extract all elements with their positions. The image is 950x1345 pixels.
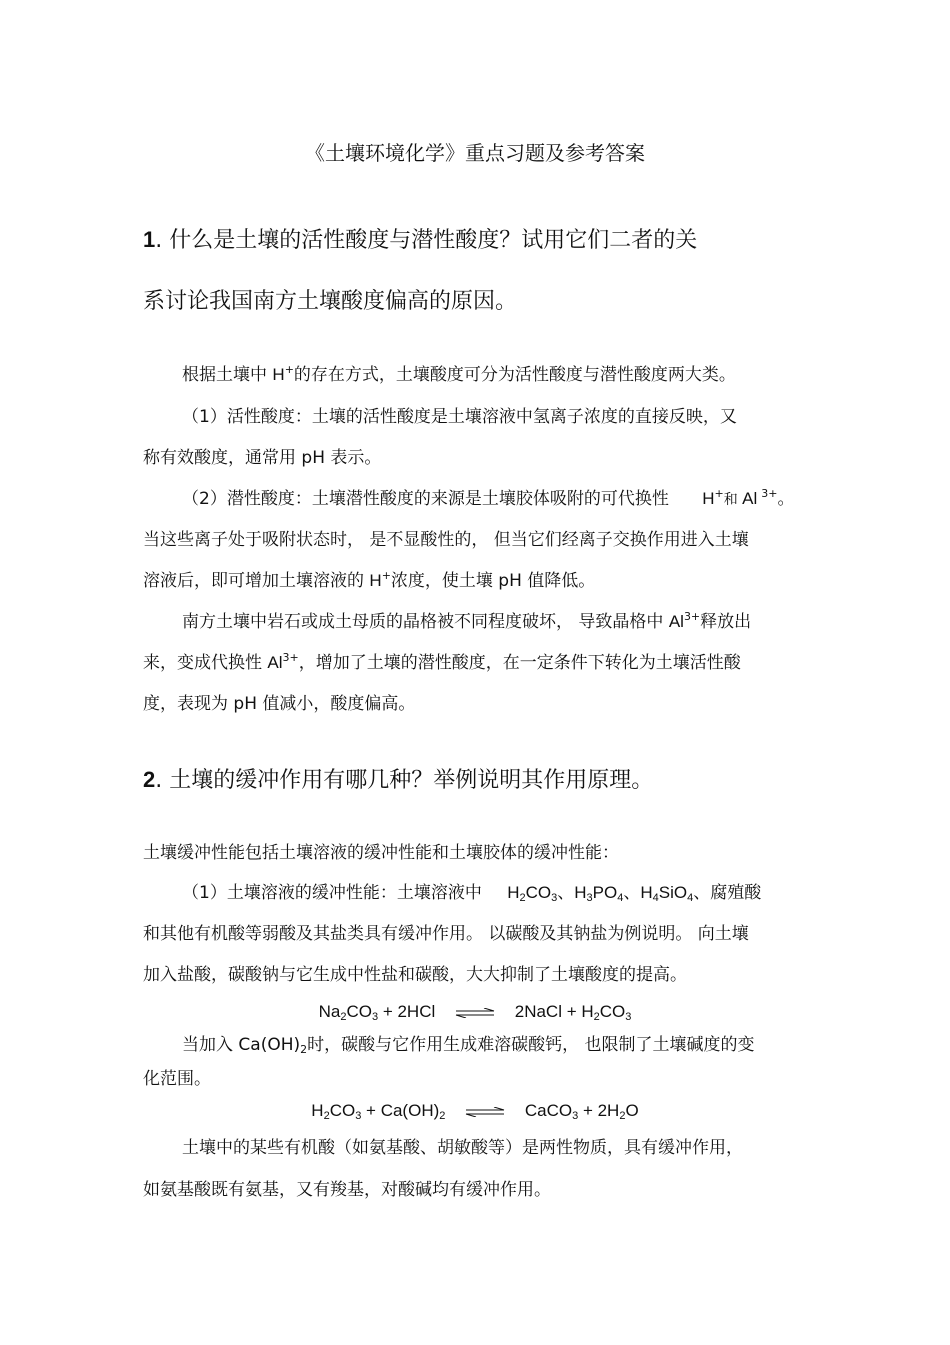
answer-text: 。 <box>777 489 795 509</box>
answer-text: 浓度，使土壤 pH 值降低。 <box>390 571 596 591</box>
equilibrium-arrow-icon <box>454 1008 496 1018</box>
equation-2-right <box>525 1101 639 1120</box>
formula-part: CO <box>346 1002 372 1021</box>
subscript: 3 <box>572 1110 579 1122</box>
answer-text: （2）潜性酸度：土壤潜性酸度的来源是土壤胶体吸附的可代换性 <box>182 489 675 509</box>
answer-text: 来，变成代换性 <box>143 653 268 673</box>
answer-text: Al <box>267 653 283 672</box>
answer-2-para-2 <box>182 1034 755 1056</box>
subscript: 2 <box>323 1110 330 1122</box>
equation-1-left <box>319 1002 436 1021</box>
answer-text: 、 <box>557 883 575 903</box>
document-title: 《土壤环境化学》重点习题及参考答案 <box>305 141 645 165</box>
answer-1-para-2-line-2: 称有效酸度，通常用 pH 表示。 <box>143 448 382 468</box>
answer-text: Al <box>742 489 758 508</box>
formula-h2co3 <box>507 883 557 902</box>
answer-text: 、腐殖酸 <box>693 883 762 903</box>
formula-part: H <box>311 1101 324 1120</box>
answer-1-para-3-line-2: 当这些离子处于吸附状态时， 是不显酸性的， 但当它们经离子交换作用进入土壤 <box>143 530 749 550</box>
question-2-text: . 土壤的缓冲作用有哪几种？举例说明其作用原理。 <box>155 768 654 793</box>
subscript: 4 <box>687 892 694 904</box>
subscript: 3 <box>371 1011 379 1023</box>
formula-part: Na <box>318 1002 341 1021</box>
answer-2-para-1-line-2: 和其他有机酸等弱酸及其盐类具有缓冲作用。 以碳酸及其钠盐为例说明。 向土壤 <box>143 924 749 944</box>
answer-1-para-2: （1）活性酸度：土壤的活性酸度是土壤溶液中氢离子浓度的直接反映，又 <box>182 407 737 427</box>
answer-2-para-3: 土壤中的某些有机酸（如氨基酸、胡敏酸等）是两性物质，具有缓冲作用， <box>182 1138 743 1158</box>
subscript: 4 <box>617 892 624 904</box>
answer-2-para-1 <box>182 882 761 904</box>
answer-text: H <box>369 571 382 590</box>
superscript: 3+ <box>683 610 701 623</box>
answer-text: 的存在方式，土壤酸度可分为活性酸度与潜性酸度两大类。 <box>293 365 736 385</box>
formula-part: CO <box>525 883 552 902</box>
superscript: + <box>284 363 294 376</box>
question-2-number: 2 <box>143 767 156 792</box>
answer-text: 南方土壤中岩石或成土母质的晶格被不同程度破坏， 导致晶格中 <box>182 612 669 632</box>
formula-part: H <box>574 883 587 902</box>
formula-part: SiO <box>658 883 688 902</box>
question-1-number: 1 <box>143 227 156 252</box>
answer-1-para-4-line-3: 度，表现为 pH 值减小，酸度偏高。 <box>143 694 416 714</box>
answer-2-para-1-line-3: 加入盐酸，碳酸钠与它生成中性盐和碳酸，大大抑制了土壤酸度的提高。 <box>143 965 687 985</box>
equation-2 <box>0 1100 950 1122</box>
answer-2-intro: 土壤缓冲性能包括土壤溶液的缓冲性能和土壤胶体的缓冲性能： <box>143 843 619 863</box>
answer-text: ，增加了土壤的潜性酸度，在一定条件下转化为土壤活性酸 <box>298 653 741 673</box>
question-1-text-a: . 什么是土壤的活性酸度与潜性酸度？试用它们二者的关 <box>155 228 698 253</box>
question-2 <box>143 766 653 795</box>
subscript: 3 <box>586 892 593 904</box>
formula-part: O <box>625 1101 639 1120</box>
subscript: 2 <box>593 1011 600 1023</box>
formula-part: CaCO <box>524 1101 573 1120</box>
formula-h4sio4 <box>640 883 693 902</box>
answer-1-para-4-line-2 <box>143 652 741 674</box>
question-1-line-2: 系讨论我国南方土壤酸度偏高的原因。 <box>143 289 518 314</box>
equation-2-left <box>311 1101 445 1120</box>
formula-part: PO <box>592 883 618 902</box>
subscript: 3 <box>625 1011 632 1023</box>
formula-part: 2NaCl + H <box>514 1002 594 1021</box>
formula-part: + 2H <box>578 1101 620 1120</box>
answer-2-para-3-line-2: 如氨基酸既有氨基，又有羧基，对酸碱均有缓冲作用。 <box>143 1180 551 1200</box>
answer-text: 时，碳酸与它作用生成难溶碳酸钙， 也限制了土壤碱度的变 <box>307 1035 755 1055</box>
answer-text: 根据土壤中 <box>182 365 273 385</box>
answer-text: 溶液后，即可增加土壤溶液的 <box>143 571 370 591</box>
answer-text: 、 <box>623 883 641 903</box>
subscript: 3 <box>355 1110 362 1122</box>
answer-2-para-2-line-2: 化范围。 <box>143 1069 211 1089</box>
subscript: 2 <box>519 892 526 904</box>
answer-text: H <box>702 489 715 508</box>
formula-part: H <box>640 883 653 902</box>
formula-part: H <box>507 883 520 902</box>
subscript: 4 <box>652 892 659 904</box>
answer-1-para-3 <box>182 488 795 511</box>
formula-part: + 2HCl <box>378 1002 436 1021</box>
superscript: + <box>714 487 724 500</box>
equilibrium-arrow-icon <box>464 1107 506 1117</box>
question-1 <box>143 226 697 255</box>
answer-text: 当加入 Ca(OH) <box>182 1035 301 1055</box>
subscript: 2 <box>300 1043 308 1056</box>
formula-h3po4 <box>574 883 623 902</box>
superscript: + <box>381 569 391 582</box>
subscript: 2 <box>439 1110 446 1122</box>
equation-1-right <box>515 1002 632 1021</box>
subscript: 3 <box>551 892 558 904</box>
equation-1 <box>0 1001 950 1023</box>
subscript: 2 <box>619 1110 626 1122</box>
superscript: 3+ <box>282 651 299 664</box>
formula-part: + Ca(OH) <box>361 1101 440 1120</box>
subscript: 2 <box>340 1011 347 1023</box>
answer-1-para-1 <box>182 364 736 386</box>
answer-1-para-3-line-3 <box>143 570 595 592</box>
formula-part: CO <box>599 1002 626 1021</box>
answer-1-para-4 <box>182 611 751 633</box>
superscript: 3+ <box>761 487 778 500</box>
answer-text: Al <box>668 612 684 631</box>
answer-text: 释放出 <box>700 612 752 632</box>
answer-text: （1）土壤溶液的缓冲性能：土壤溶液中 <box>182 883 488 903</box>
answer-text: 和 <box>723 492 743 508</box>
formula-part: CO <box>329 1101 356 1120</box>
answer-text: H <box>272 365 285 384</box>
